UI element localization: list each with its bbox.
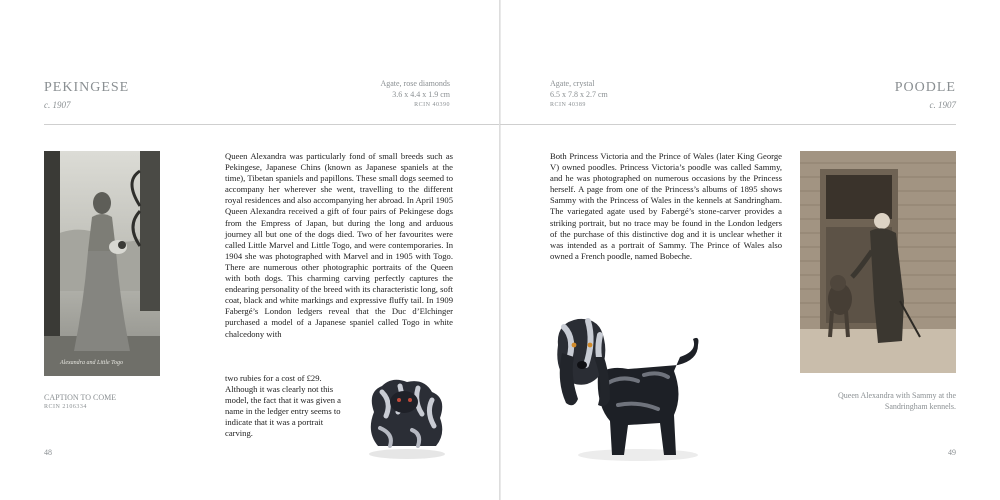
archive-photograph xyxy=(44,151,160,376)
pekingese-carving-image xyxy=(352,372,462,462)
object-materials: Agate, rose diamonds xyxy=(380,79,450,88)
pekingese-carving xyxy=(352,372,462,462)
object-dimensions: 6.5 x 7.8 x 2.7 cm xyxy=(550,90,608,99)
queen-with-pekingese-photo xyxy=(44,151,160,376)
object-reference: RCIN 40389 xyxy=(550,102,586,108)
page-number: 49 xyxy=(948,448,956,457)
queen-with-poodle-photo xyxy=(800,151,956,373)
photo-inscription: Alexandra and Little Togo xyxy=(60,360,123,366)
header-rule xyxy=(500,124,956,125)
page-number: 48 xyxy=(44,448,52,457)
body-text-main: Queen Alexandra was particularly fond of small breeds such as Pekingese, Japanese Chins (known as Japanese spaniels at the time), Tibetan spaniels and papillons. These small dogs seemed to accompany her wherever she went, travelling to the different royal residences and also accompanying her abroad. In April 1905 Queen Alexandra received a gift of four pairs of Pekingese dogs from the Empress of Japan, but during the long and arduous journey all but one of the dogs died. Two of her favourites were called Little Marvel and Little Togo, and were contemporaries. In 1904 she was photographed with Marvel and in 1905 with Togo. There are numerous other photographic portraits of the Queen with both dogs. This charming carving perfectly captures the endearing personality of the breed with its characteristic long, soft coat, black and white markings and expressive fluffy tail. In 1909 Fabergé’s London ledgers reveal that the Duc d’Elchinger purchased a model of a Japanese spaniel called Togo in white chalcedony with xyxy=(225,151,453,339)
photo-caption-reference: RCIN 2106334 xyxy=(44,404,87,410)
header-rule xyxy=(44,124,500,125)
page-title: PEKINGESE xyxy=(44,80,130,95)
page-date: c. 1907 xyxy=(929,100,956,110)
object-details xyxy=(380,78,450,111)
poodle-carving-image xyxy=(548,305,708,465)
object-materials: Agate, crystal xyxy=(550,79,595,88)
right-page xyxy=(500,0,1000,500)
archive-photograph xyxy=(800,151,956,373)
body-text-tail: two rubies for a cost of £29. Although it was clearly not this model, the fact that it was given a name in the ledger entry seems to indicate that it was a portrait carving. xyxy=(225,373,341,439)
photo-caption: CAPTION TO COME xyxy=(44,393,117,402)
object-reference: RCIN 40390 xyxy=(414,102,450,108)
object-dimensions: 3.6 x 4.4 x 1.9 cm xyxy=(392,90,450,99)
body-text: Both Princess Victoria and the Prince of Wales (later King George V) owned poodles. Princess Victoria’s poodle was called Sammy, and he was photographed on numerous occasions by the Princess herself. A page from one of the Princess’s albums of 1895 shows Sammy with the Princess of Wales in the kennels at Sandringham. The variegated agate used by Fabergé’s stone-carver provides a striking portrait, but no trace may be found in the London ledgers of the purchase of this distinctive dog and it is unclear whether it was intended as a portrait of Sammy. The Prince of Wales also owned a French poodle, named Bobeche. xyxy=(550,151,782,261)
poodle-carving xyxy=(548,305,708,465)
page-title: POODLE xyxy=(894,80,956,95)
object-details xyxy=(550,78,608,111)
photo-caption: Queen Alexandra with Sammy at the Sandringham kennels. xyxy=(838,391,956,411)
page-date: c. 1907 xyxy=(44,100,71,110)
